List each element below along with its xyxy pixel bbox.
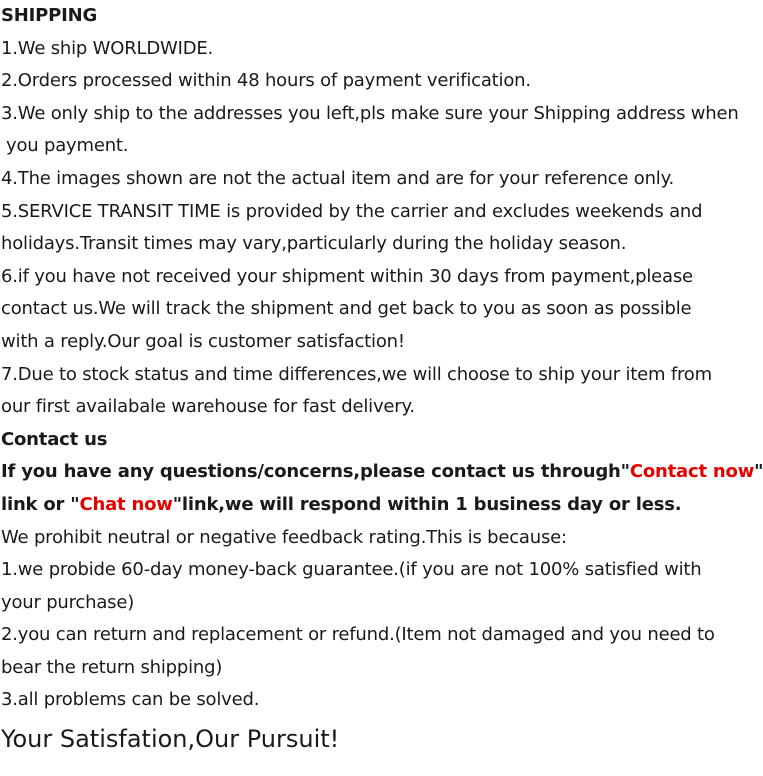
contact-line-2-prefix: link or "	[1, 493, 80, 515]
shipping-item-6-line-2: contact us.We will track the shipment and get back to you as soon as possible	[1, 298, 692, 320]
shipping-item-7-line-2: our first availabale warehouse for fast delivery.	[1, 396, 415, 418]
contact-line-2	[1, 489, 750, 522]
shipping-item-3-line-2: you payment.	[6, 135, 129, 157]
shipping-heading: SHIPPING	[1, 5, 98, 26]
contact-heading: Contact us	[1, 428, 108, 450]
shipping-item-3-line-1: 3.We only ship to the addresses you left,pls make sure your Shipping address when	[1, 102, 739, 124]
chat-now-link[interactable]: Chat now	[79, 493, 173, 515]
shipping-item-4: 4.The images shown are not the actual item and are for your reference only.	[1, 167, 674, 189]
shipping-item-6-line-3: with a reply.Our goal is customer satisfaction!	[1, 330, 405, 352]
shipping-item-7-line-1: 7.Due to stock status and time differences,we will choose to ship your item from	[1, 363, 712, 385]
feedback-reason-2-line-1: 2.you can return and replacement or refund.(Item not damaged and you need to	[1, 624, 715, 646]
footer-slogan: Your Satisfation,Our Pursuit!	[1, 725, 340, 754]
feedback-intro: We prohibit neutral or negative feedback rating.This is because:	[1, 526, 567, 548]
shipping-item-2: 2.Orders processed within 48 hours of payment verification.	[1, 70, 531, 92]
contact-now-link[interactable]: Contact now	[629, 461, 755, 483]
shipping-item-5-line-1: 5.SERVICE TRANSIT TIME is provided by the carrier and excludes weekends and	[1, 200, 703, 222]
shipping-item-1: 1.We ship WORLDWIDE.	[1, 37, 214, 59]
contact-line-1-prefix: If you have any questions/concerns,please contact us through"	[1, 461, 630, 483]
contact-line-2-suffix: "link,we will respond within 1 business day or less.	[172, 493, 682, 515]
shipping-item-6-line-1: 6.if you have not received your shipment within 30 days from payment,please	[1, 265, 693, 287]
contact-line-1-suffix: "	[754, 461, 763, 483]
shipping-item-5-line-2: holidays.Transit times may vary,particularly during the holiday season.	[1, 233, 627, 255]
feedback-reason-3: 3.all problems can be solved.	[1, 689, 260, 711]
feedback-reason-2-line-2: bear the return shipping)	[1, 656, 223, 678]
feedback-reason-1-line-1: 1.we probide 60-day money-back guarantee.(if you are not 100% satisfied with	[1, 559, 702, 581]
feedback-reason-1-line-2: your purchase)	[1, 591, 135, 613]
contact-line-1	[1, 456, 763, 489]
